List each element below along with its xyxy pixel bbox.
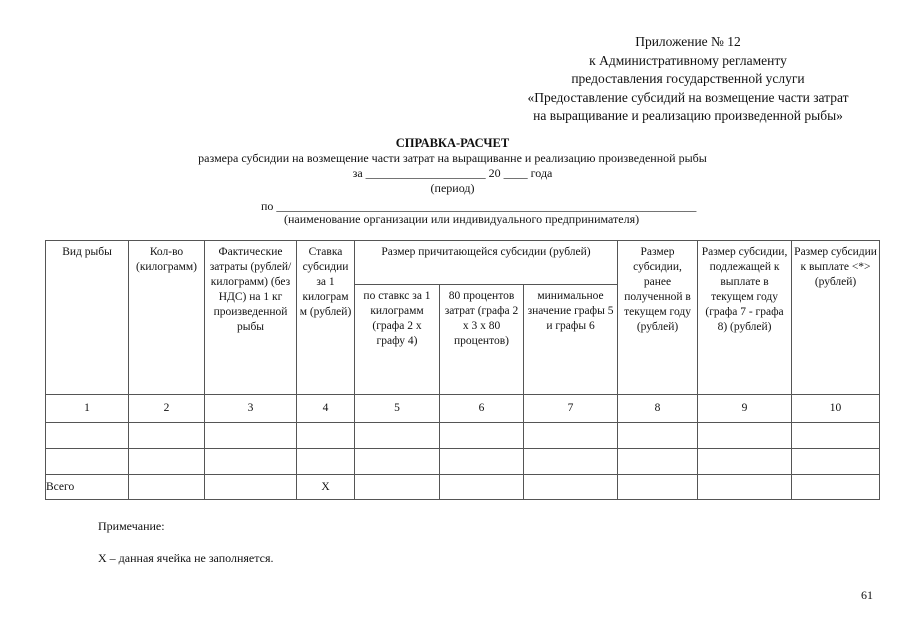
empty-cell	[618, 449, 698, 475]
header-payable-subsidy: Размер субсидии, подлежащей к выплате в текущем году (графа 7 - графа 8) (рублей)	[698, 241, 792, 395]
appendix-line-2: к Административному регламенту	[589, 52, 787, 68]
header-fish-type: Вид рыбы	[46, 241, 129, 395]
note-label: Примечание:	[98, 519, 165, 533]
empty-cell	[440, 423, 524, 449]
total-label: Всего	[46, 475, 129, 500]
empty-cell	[129, 449, 205, 475]
appendix-line-5: на выращивание и реализацию произведенной рыбы»	[533, 108, 843, 123]
empty-cell	[297, 423, 355, 449]
organization-caption: (наименование организации или индивидуального предпринимателя)	[284, 212, 640, 226]
period-line: за ____________________ 20 ____ года	[352, 166, 553, 180]
total-row	[46, 475, 880, 500]
column-number: 10	[792, 395, 880, 423]
empty-cell	[355, 475, 440, 500]
appendix-block	[503, 33, 873, 126]
empty-cell	[698, 449, 792, 475]
column-number: 7	[524, 395, 618, 423]
header-subsidy-to-pay: Размер субсидии к выплате <*> (рублей)	[792, 241, 880, 395]
empty-cell	[524, 475, 618, 500]
empty-cell	[440, 475, 524, 500]
total-x-mark: X	[297, 475, 355, 500]
note-text: Х – данная ячейка не заполняется.	[98, 551, 274, 565]
document-title: СПРАВКА-РАСЧЕТ	[395, 136, 510, 150]
header-80-percent: 80 процентов затрат (графа 2 х 3 х 80 процентов)	[440, 285, 524, 395]
empty-cell	[698, 423, 792, 449]
empty-row	[46, 449, 880, 475]
column-numbers-row	[46, 395, 880, 423]
empty-cell	[46, 423, 129, 449]
header-previous-subsidy: Размер субсидии, ранее полученной в текущем году (рублей)	[618, 241, 698, 395]
empty-cell	[792, 475, 880, 500]
header-by-rate: по ставкс за 1 килограмм (графа 2 х графу 4)	[355, 285, 440, 395]
appendix-line-1: Приложение № 12	[635, 34, 741, 49]
header-subsidy-rate: Ставка субсидии за 1 килограм м (рублей)	[297, 241, 355, 395]
empty-row	[46, 423, 880, 449]
empty-cell	[524, 423, 618, 449]
empty-cell	[355, 449, 440, 475]
empty-cell	[355, 423, 440, 449]
document-heading	[0, 136, 905, 196]
header-row-1	[46, 241, 880, 285]
column-number: 3	[205, 395, 297, 423]
empty-cell	[618, 475, 698, 500]
calculation-table	[45, 240, 880, 500]
empty-cell	[524, 449, 618, 475]
empty-cell	[46, 449, 129, 475]
column-number: 9	[698, 395, 792, 423]
column-number: 6	[440, 395, 524, 423]
empty-cell	[129, 475, 205, 500]
page-number: 61	[861, 588, 873, 602]
period-caption: (период)	[430, 181, 475, 195]
column-number: 8	[618, 395, 698, 423]
document-subtitle: размера субсидии на возмещение части затрат на выращиванне и реализацию произведенной рыбы	[198, 151, 707, 165]
column-number: 5	[355, 395, 440, 423]
header-quantity: Кол-во (килограмм)	[129, 241, 205, 395]
empty-cell	[205, 423, 297, 449]
header-due-subsidy-group: Размер причитающейся субсидии (рублей)	[355, 241, 618, 285]
organization-line: по ______________________________________________________________________	[261, 199, 697, 213]
empty-cell	[129, 423, 205, 449]
empty-cell	[618, 423, 698, 449]
empty-cell	[205, 475, 297, 500]
empty-cell	[297, 449, 355, 475]
column-number: 2	[129, 395, 205, 423]
empty-cell	[792, 423, 880, 449]
appendix-line-4: «Предоставление субсидий на возмещение части затрат	[527, 89, 849, 105]
empty-cell	[792, 449, 880, 475]
header-actual-costs: Фактические затраты (рублей/килограмм) (без НДС) на 1 кг произведенной рыбы	[205, 241, 297, 395]
empty-cell	[205, 449, 297, 475]
column-number: 4	[297, 395, 355, 423]
empty-cell	[440, 449, 524, 475]
empty-cell	[698, 475, 792, 500]
column-number: 1	[46, 395, 129, 423]
header-minimum: минимальное значение графы 5 и графы 6	[524, 285, 618, 395]
appendix-line-3: предоставления государственной услуги	[571, 71, 805, 86]
